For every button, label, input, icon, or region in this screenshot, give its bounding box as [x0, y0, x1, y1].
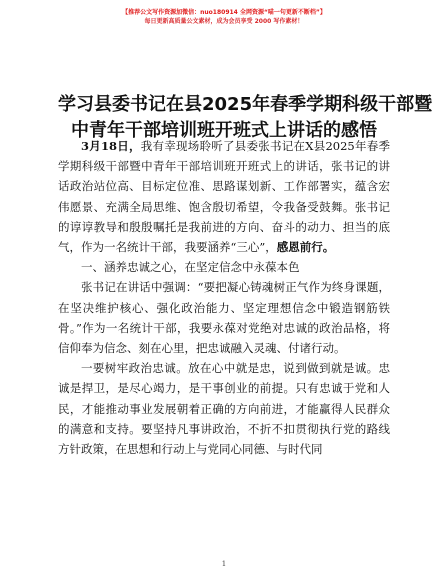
- document-body: [58, 136, 390, 459]
- section-heading: 一、涵养忠诚之心，在坚定信念中永葆本色: [81, 260, 300, 275]
- promo-banner-line[interactable]: 每日更新高质量公文素材，成为会员享受 2000 写作素材！: [144, 18, 304, 25]
- body-paragraph: 一要树牢政治忠诚。放在心中就是忠，说到做到就是诚。忠诚是捍卫，是尽心竭力，是干事创业的前提。只有忠诚于党和人民，才能推动事业发展朝着正确的方向前进，才能赢得人民群众的满意和支持。要坚持凡事讲政治，不折不扣贯彻执行党的路线方针政策，在思想和行动上与党同心同德、与时代同: [58, 361, 390, 457]
- title-line: 学习县委书记在县2025年春季学期科级干部暨: [58, 94, 433, 116]
- page-number: 1: [221, 560, 227, 568]
- body-paragraph: 张书记在讲话中强调：“要把凝心铸魂树正气作为终身课题，在坚决维护核心、强化政治能力、坚定理想信念中锻造钢筋铁骨。”作为一名统计干部，我要永葆对党绝对忠诚的政治品格，将信仰奉为信念、刻在心里，把忠诚融入灵魂、付诸行动。: [58, 280, 390, 356]
- promo-banner-line[interactable]: 【推荐公文写作资源加微信：nuo180914 全网资源“喵一句更新不断档”】: [122, 9, 326, 16]
- date-lead: 3月18日，: [81, 139, 141, 153]
- promo-banner: [0, 8, 448, 26]
- bold-closing: 感恩前行。: [276, 240, 335, 255]
- paragraph-text: 我有幸现场聆听了县委张书记在X县2025年春季学期科级干部暨中青年干部培训班开班式上的讲话，张书记的讲话政治站位高、目标定位准、思路谋划新、工作部署实，蕴含宏伟愿景、充满全局思维、饱含殷切希望，令我备受鼓舞。张书记的谆谆教导和殷殷嘱托是我前进的方向、奋斗的动力、担当的底气，作为一名统计干部，我要涵养“三心”，: [58, 139, 390, 255]
- intro-paragraph: [58, 136, 390, 257]
- title-line: 中青年干部培训班开班式上讲话的感悟: [71, 120, 377, 142]
